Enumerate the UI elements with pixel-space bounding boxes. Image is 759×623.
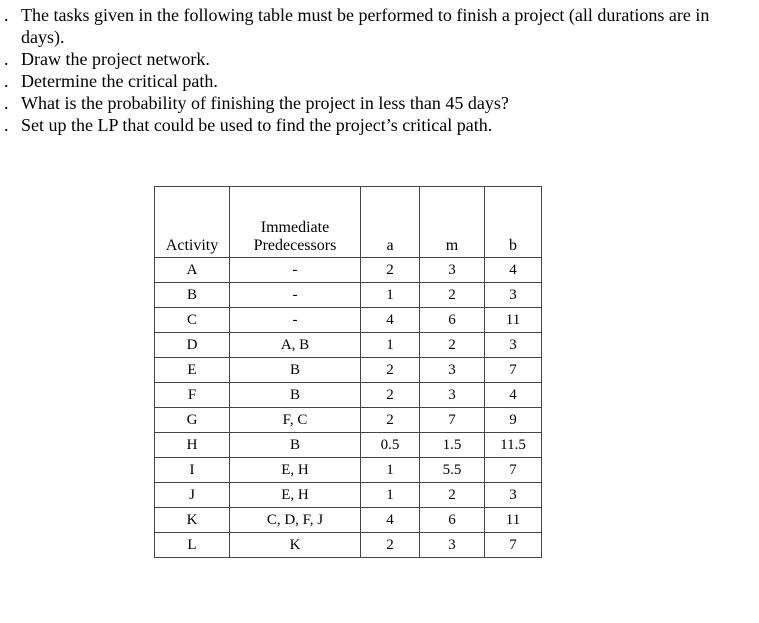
cell-activity: G — [155, 408, 230, 433]
cell-predecessors: K — [230, 533, 361, 558]
cell-a: 2 — [361, 358, 420, 383]
problem-text: What is the probability of finishing the project in less than 45 days? — [21, 93, 509, 113]
cell-b: 11 — [485, 508, 542, 533]
cell-activity: F — [155, 383, 230, 408]
cell-a: 1 — [361, 458, 420, 483]
cell-b: 7 — [485, 358, 542, 383]
cell-predecessors: A, B — [230, 333, 361, 358]
cell-m: 1.5 — [420, 433, 485, 458]
cell-a: 2 — [361, 258, 420, 283]
cell-predecessors: B — [230, 433, 361, 458]
header-a: a — [361, 187, 420, 258]
cell-a: 1 — [361, 283, 420, 308]
cell-activity: B — [155, 283, 230, 308]
cell-m: 3 — [420, 358, 485, 383]
cell-a: 4 — [361, 508, 420, 533]
table-row — [155, 458, 542, 483]
problem-item-critical-path — [4, 70, 744, 92]
table-row — [155, 408, 542, 433]
bullet: . — [4, 71, 9, 91]
cell-activity: E — [155, 358, 230, 383]
problem-text: Set up the LP that could be used to find the project’s critical path. — [21, 115, 493, 135]
cell-m: 3 — [420, 383, 485, 408]
cell-b: 4 — [485, 383, 542, 408]
header-m: m — [420, 187, 485, 258]
cell-b: 7 — [485, 533, 542, 558]
cell-activity: K — [155, 508, 230, 533]
bullet: . — [4, 49, 9, 69]
problem-statement — [4, 4, 744, 136]
bullet: . — [4, 5, 9, 25]
cell-predecessors: E, H — [230, 483, 361, 508]
cell-m: 3 — [420, 533, 485, 558]
cell-activity: C — [155, 308, 230, 333]
header-activity: Activity — [155, 187, 230, 258]
table-row — [155, 308, 542, 333]
activity-table — [154, 186, 542, 558]
cell-predecessors: - — [230, 283, 361, 308]
table-row — [155, 533, 542, 558]
header-predecessors — [230, 187, 361, 258]
table-row — [155, 433, 542, 458]
table-row — [155, 258, 542, 283]
cell-m: 5.5 — [420, 458, 485, 483]
cell-b: 3 — [485, 283, 542, 308]
cell-b: 11 — [485, 308, 542, 333]
cell-m: 2 — [420, 283, 485, 308]
cell-m: 2 — [420, 333, 485, 358]
cell-predecessors: - — [230, 308, 361, 333]
cell-predecessors: B — [230, 383, 361, 408]
table-row — [155, 508, 542, 533]
cell-activity: D — [155, 333, 230, 358]
cell-b: 3 — [485, 483, 542, 508]
table-row — [155, 358, 542, 383]
cell-predecessors: - — [230, 258, 361, 283]
cell-b: 4 — [485, 258, 542, 283]
table-row — [155, 483, 542, 508]
cell-activity: L — [155, 533, 230, 558]
header-predecessors-line2: Predecessors — [253, 237, 337, 254]
cell-a: 2 — [361, 408, 420, 433]
bullet: . — [4, 115, 9, 135]
cell-predecessors: C, D, F, J — [230, 508, 361, 533]
cell-a: 4 — [361, 308, 420, 333]
cell-a: 2 — [361, 383, 420, 408]
cell-a: 0.5 — [361, 433, 420, 458]
problem-item-intro — [4, 4, 744, 48]
problem-item-network — [4, 48, 744, 70]
cell-activity: H — [155, 433, 230, 458]
cell-b: 7 — [485, 458, 542, 483]
cell-b: 3 — [485, 333, 542, 358]
cell-m: 6 — [420, 508, 485, 533]
problem-text: Determine the critical path. — [21, 71, 218, 91]
problem-item-lp — [4, 114, 744, 136]
table-row — [155, 333, 542, 358]
cell-predecessors: E, H — [230, 458, 361, 483]
table-row — [155, 383, 542, 408]
cell-m: 2 — [420, 483, 485, 508]
cell-predecessors: F, C — [230, 408, 361, 433]
cell-m: 6 — [420, 308, 485, 333]
cell-activity: A — [155, 258, 230, 283]
cell-a: 1 — [361, 483, 420, 508]
cell-activity: I — [155, 458, 230, 483]
header-b: b — [485, 187, 542, 258]
problem-text: Draw the project network. — [21, 49, 210, 69]
table-body — [155, 258, 542, 558]
table-header-row — [155, 187, 542, 258]
problem-item-probability — [4, 92, 744, 114]
cell-a: 2 — [361, 533, 420, 558]
bullet: . — [4, 93, 9, 113]
header-predecessors-line1: Immediate — [260, 219, 330, 236]
problem-text: The tasks given in the following table must be performed to finish a project (all durations are in days). — [21, 5, 710, 47]
table-row — [155, 283, 542, 308]
cell-a: 1 — [361, 333, 420, 358]
cell-m: 3 — [420, 258, 485, 283]
cell-b: 11.5 — [485, 433, 542, 458]
cell-predecessors: B — [230, 358, 361, 383]
cell-activity: J — [155, 483, 230, 508]
cell-m: 7 — [420, 408, 485, 433]
cell-b: 9 — [485, 408, 542, 433]
